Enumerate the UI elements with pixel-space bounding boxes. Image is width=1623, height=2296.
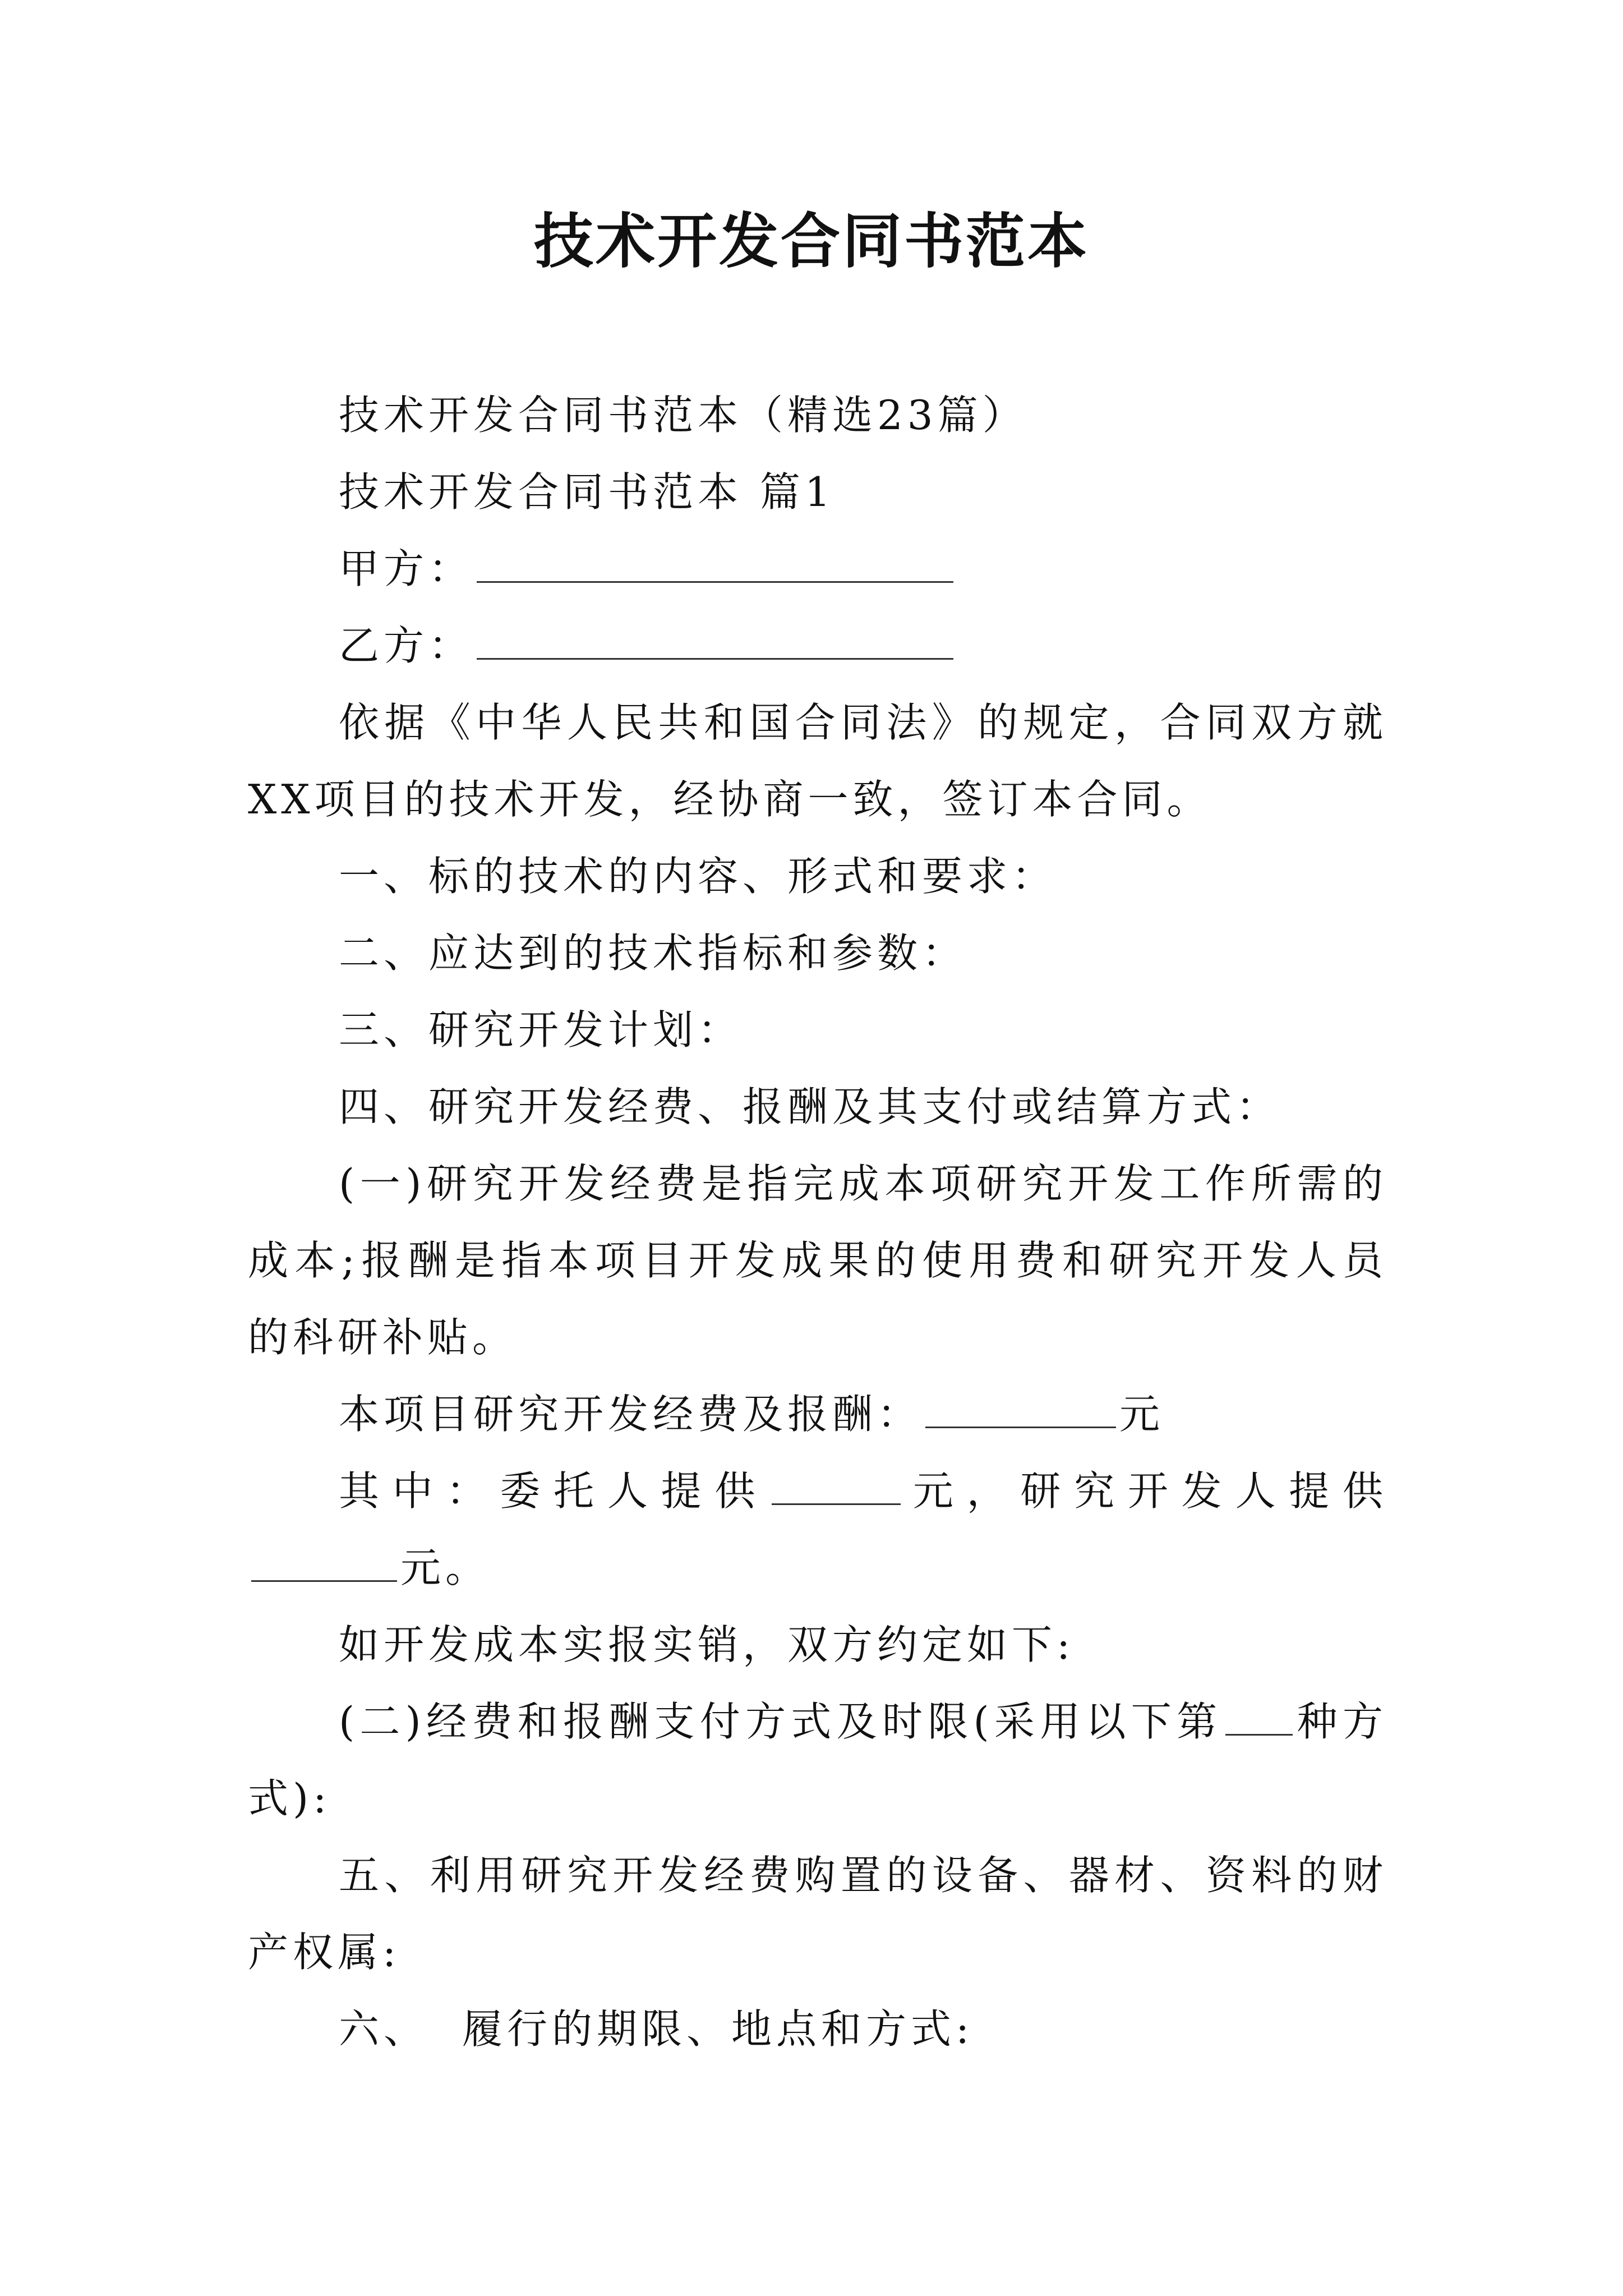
- clause-6-text: 履行的期限、地点和方式:: [462, 2005, 974, 2053]
- clause-4-2: [248, 1683, 1387, 1837]
- party-b-label: 乙方：: [339, 622, 474, 669]
- clause-4-2-a: (二)经费和报酬支付方式及时限(采用以下第: [339, 1698, 1223, 1745]
- fee-split-a: 其中：委托人提供: [339, 1467, 769, 1515]
- party-a-label: 甲方：: [339, 545, 474, 592]
- clause-6-number: 六、: [339, 2005, 429, 2053]
- method-number-blank: [1225, 1699, 1293, 1736]
- client-amount-blank: [772, 1469, 901, 1505]
- subtitle: 技术开发合同书范本（精选23篇）: [339, 392, 1027, 439]
- fee-label: 本项目研究开发经费及报酬：: [339, 1391, 923, 1438]
- clause-4: 四、研究开发经费、报酬及其支付或结算方式：: [339, 1083, 1281, 1130]
- party-a-blank: [477, 546, 953, 583]
- reimburse-line: 如开发成本实报实销，双方约定如下:: [339, 1621, 1075, 1668]
- fee-split-b: 元，研究开发人提供: [904, 1467, 1387, 1515]
- fee-unit: 元: [1119, 1391, 1165, 1438]
- fee-blank: [925, 1392, 1116, 1428]
- fee-split-c: 元。: [400, 1544, 491, 1591]
- fee-split-line: [248, 1453, 1387, 1607]
- section-heading: 技术开发合同书范本 篇1: [339, 468, 835, 516]
- clause-1: 一、标的技术的内容、形式和要求：: [339, 853, 1057, 900]
- party-b-line: [248, 608, 1387, 684]
- clause-5: 五、利用研究开发经费购置的设备、器材、资料的财产权属:: [248, 1852, 1387, 1976]
- fee-line: [248, 1376, 1387, 1453]
- developer-amount-blank: [251, 1545, 397, 1582]
- clause-6: [248, 1991, 1387, 2068]
- clause-3: 三、研究开发计划：: [339, 1006, 743, 1053]
- party-a-line: [248, 531, 1387, 608]
- clause-2: 二、应达到的技术指标和参数：: [339, 930, 967, 977]
- party-b-blank: [477, 623, 953, 660]
- document-body: [248, 377, 1387, 2068]
- clause-4-1: (一)研究开发经费是指完成本项研究开发工作所需的成本;报酬是指本项目开发成果的使用费和研究开发人员的科研补贴。: [248, 1160, 1387, 1361]
- clause-4-2-b: 种方式):: [248, 1698, 1387, 1822]
- document-title: 技术开发合同书范本: [534, 206, 1089, 276]
- intro-paragraph: 依据《中华人民共和国合同法》的规定，合同双方就XX项目的技术开发，经协商一致，签订本合同。: [248, 699, 1387, 823]
